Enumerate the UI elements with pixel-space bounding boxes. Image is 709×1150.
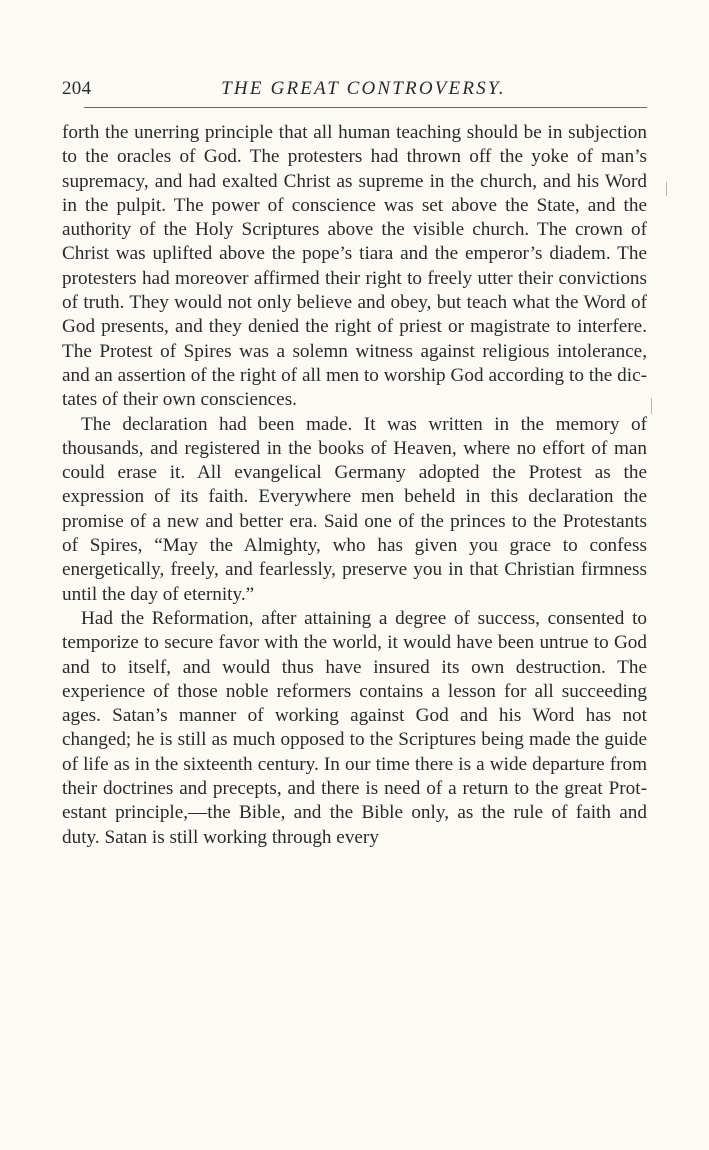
paragraph-continued: forth the unerring principle that all human teaching should be in subjection to the oracles of God. The protesters had thrown off the yoke of man’s supremacy, and had exalted Christ as supreme in the church, and his Word in the pulpit. The power of conscience was set above the State, and the authority of the Holy Scriptures above the visible church. The crown of Christ was uplifted above the pope’s tiara and the emperor’s diadem. The protesters had moreover affirmed their right to freely utter their convictions of truth. They would not only believe and obey, but teach what the Word of God presents, and they denied the right of priest or magistrate to interfere. The Protest of Spires was a solemn witness against religious intolerance, and an assertion of the right of all men to worship God according to the dictates of their own consciences. — [62, 122, 647, 411]
paragraph-declaration: The declaration had been made. It was written in the memory of thousands, and registered in the books of Heaven, where no effort of man could erase it. All evangelical Germany adopted the Protest as the expression of its faith. Everywhere men beheld in this declaration the promise of a new and better era. Said one of the princes to the Protestants of Spires, “May the Almighty, who has given you grace to confess energetically, freely, and fearlessly, preserve you in that Christian firmness until the day of eternity.” — [62, 413, 647, 605]
header-rule — [84, 107, 647, 108]
running-title: THE GREAT CONTROVERSY. — [221, 78, 506, 99]
margin-mark — [651, 398, 652, 414]
running-head — [62, 76, 647, 102]
body-text — [62, 121, 647, 850]
page-number: 204 — [62, 78, 92, 99]
paragraph-reformation: Had the Reformation, after attaining a degree of success, consented to temporize to secure favor with the world, it would have been untrue to God and to itself, and would thus have insured its own destruction. The experience of those noble reformers contains a lesson for all succeeding ages. Satan’s manner of working against God and his Word has not changed; he is still as much opposed to the Scriptures being made the guide of life as in the sixteenth century. In our time there is a wide departure from their doctrines and precepts, and there is need of a return to the great Protestant principle,—the Bible, and the Bible only, as the rule of faith and duty. Satan is still working through every — [62, 607, 647, 848]
book-page — [62, 76, 647, 848]
margin-mark — [666, 182, 667, 196]
